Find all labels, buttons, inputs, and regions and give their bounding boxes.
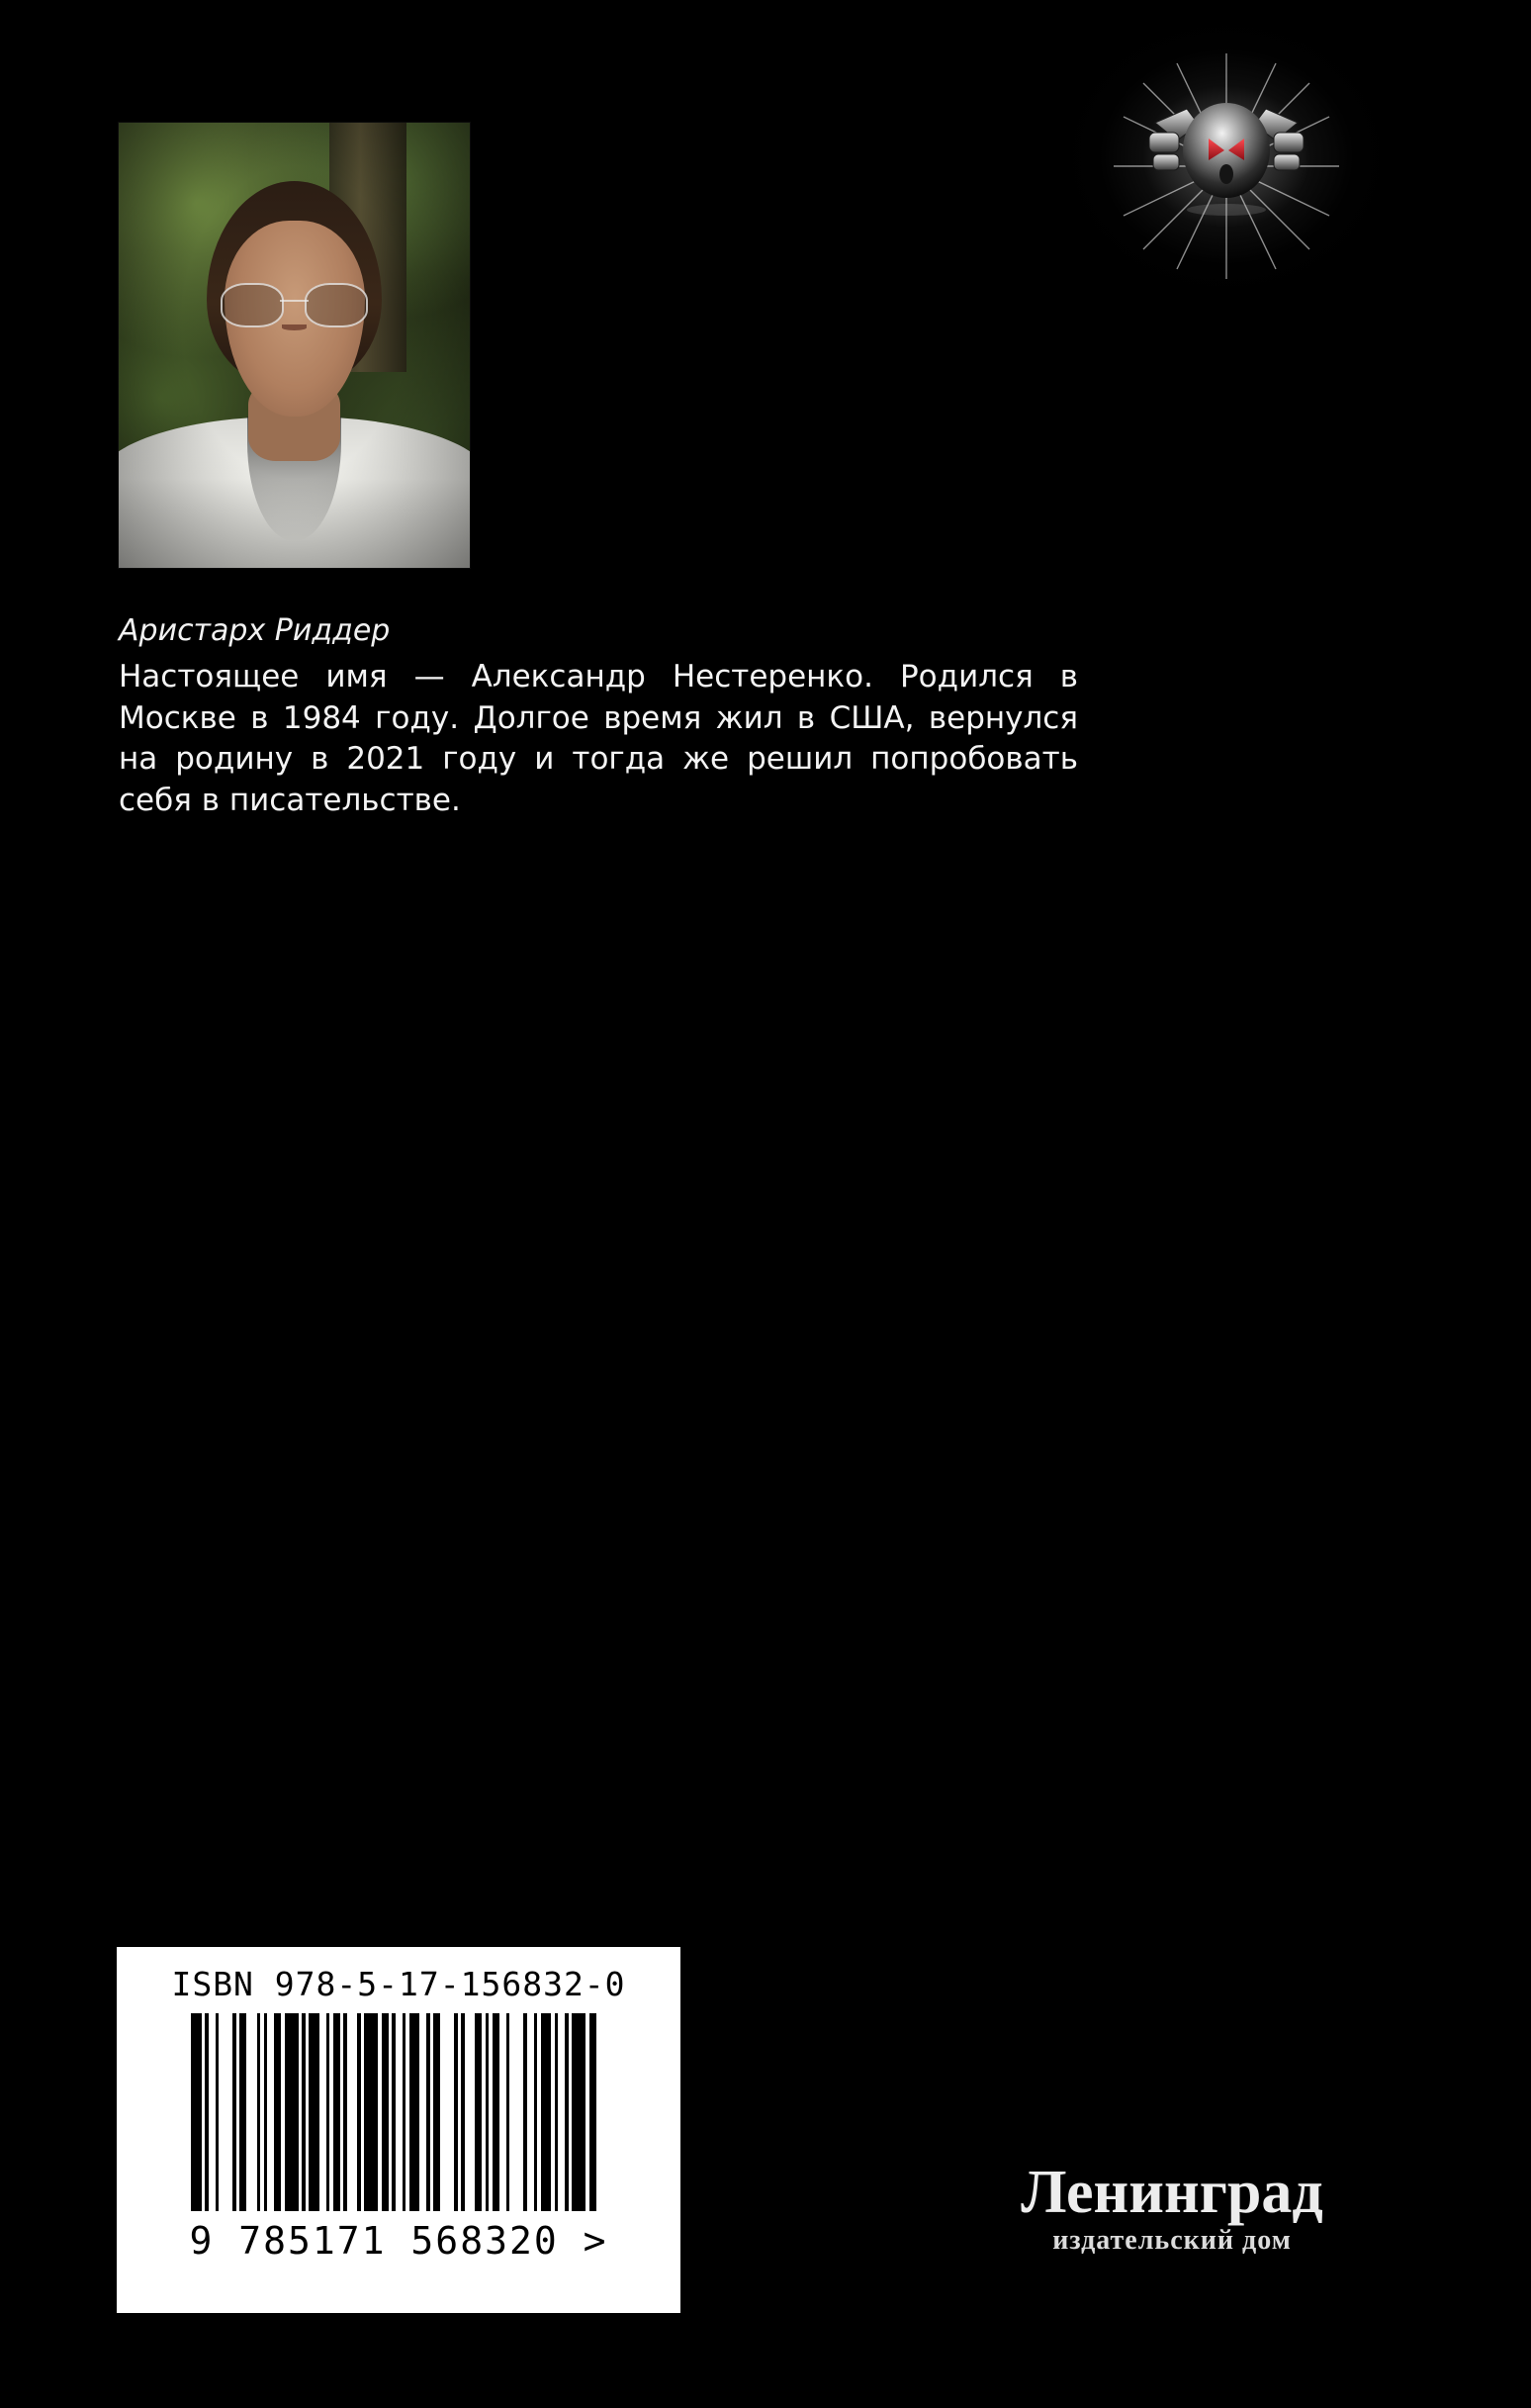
alien-head-icon [1147, 89, 1306, 237]
author-bio: Настоящее имя — Александр Нестеренко. Родился в Москве в 1984 году. Долгое время жил в США, вернулся на родину в 2021 году и тогда же решил попробовать себя в писательстве. [119, 659, 1078, 818]
author-photo [119, 123, 470, 568]
barcode-block [117, 1947, 680, 2313]
author-block [119, 613, 1078, 821]
author-name: Аристарх Риддер [119, 613, 391, 648]
publisher-name: Ленинград [1021, 2159, 1323, 2226]
photo-vignette [119, 123, 470, 568]
publisher-logo [964, 2159, 1380, 2257]
publisher-subtitle: издательский дом [1052, 2225, 1292, 2256]
barcode-bars [191, 2013, 606, 2211]
publisher-emblem [1029, 8, 1424, 324]
isbn-label: ISBN 978-5-17-156832-0 [171, 1965, 626, 2003]
ean-digits: 9 785171 568320 > [189, 2219, 608, 2263]
